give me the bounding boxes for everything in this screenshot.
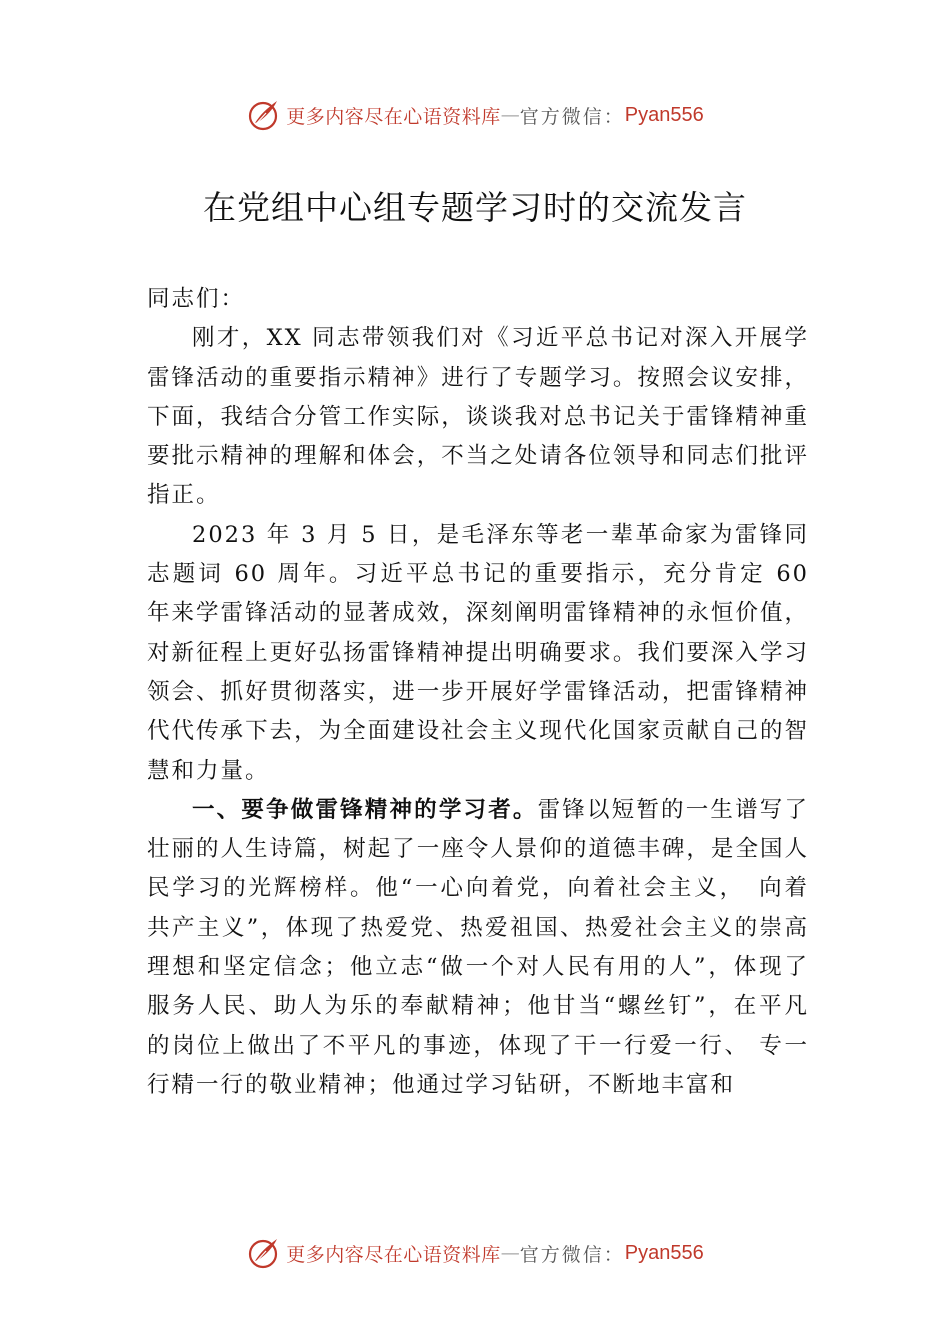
banner-wechat-label: 官方微信： [519, 105, 625, 128]
paragraph-intro: 刚才，XX 同志带领我们对《习近平总书记对深入开展学雷锋活动的重要指示精神》进行了专题学习。按照会议安排，下面，我结合分管工作实际，谈谈我对总书记关于雷锋精神重要批示精神的理解和体会，不当之处请各位领导和同志们批评指正。 [147, 325, 809, 509]
banner-wechat-label: 官方微信： [519, 1243, 625, 1266]
banner-wechat-id: Pyan556 [624, 1241, 704, 1264]
section-1-text: 雷锋以短暂的一生谱写了壮丽的人生诗篇，树起了一座令人景仰的道德丰碑，是全国人民学习的光辉榜样。他“一心向着党，向着社会主义， 向着共产主义”，体现了热爱党、热爱祖国、热爱社会主义的崇高理想和坚定信念；他立志“做一个对人民有用的人”，体现了服务人民、助人为乐的奉献精神；他甘当“螺丝钉”，在平凡的岗位上做出了不平凡的事迹，体现了干一行爱一行、 专一行精一行的敬业精神；他通过学习钻研，不断地丰富和 [147, 796, 809, 1098]
document-title: 在党组中心组专题学习时的交流发言 [203, 188, 747, 227]
paragraph-section-1 [147, 791, 809, 1105]
banner-dash: — [500, 1242, 520, 1264]
banner-brand-text: 更多内容尽在心语资料库 [286, 1243, 501, 1266]
quill-logo-icon [246, 97, 282, 133]
paragraph-anniversary: 2023 年 3 月 5 日，是毛泽东等老一辈革命家为雷锋同志题词 60 周年。习近平总书记的重要指示，充分肯定 60 年来学雷锋活动的显著成效，深刻阐明雷锋精神的永恒价值，对新征程上更好弘扬雷锋精神提出明确要求。我们要深入学习领会、抓好贯彻落实，进一步开展好学雷锋活动，把雷锋精神代代传承下去，为全面建设社会主义现代化国家贡献自己的智慧和力量。 [147, 521, 809, 784]
banner-brand-text: 更多内容尽在心语资料库 [286, 105, 501, 128]
salutation: 同志们： [147, 286, 246, 312]
banner-dash: — [500, 104, 520, 126]
footer-banner [0, 1233, 950, 1273]
banner-wechat-id: Pyan556 [624, 103, 704, 126]
section-1-heading: 一、要争做雷锋精神的学习者。 [192, 796, 538, 823]
header-banner [0, 95, 950, 135]
quill-logo-icon [246, 1235, 282, 1271]
document-body [147, 280, 809, 1105]
